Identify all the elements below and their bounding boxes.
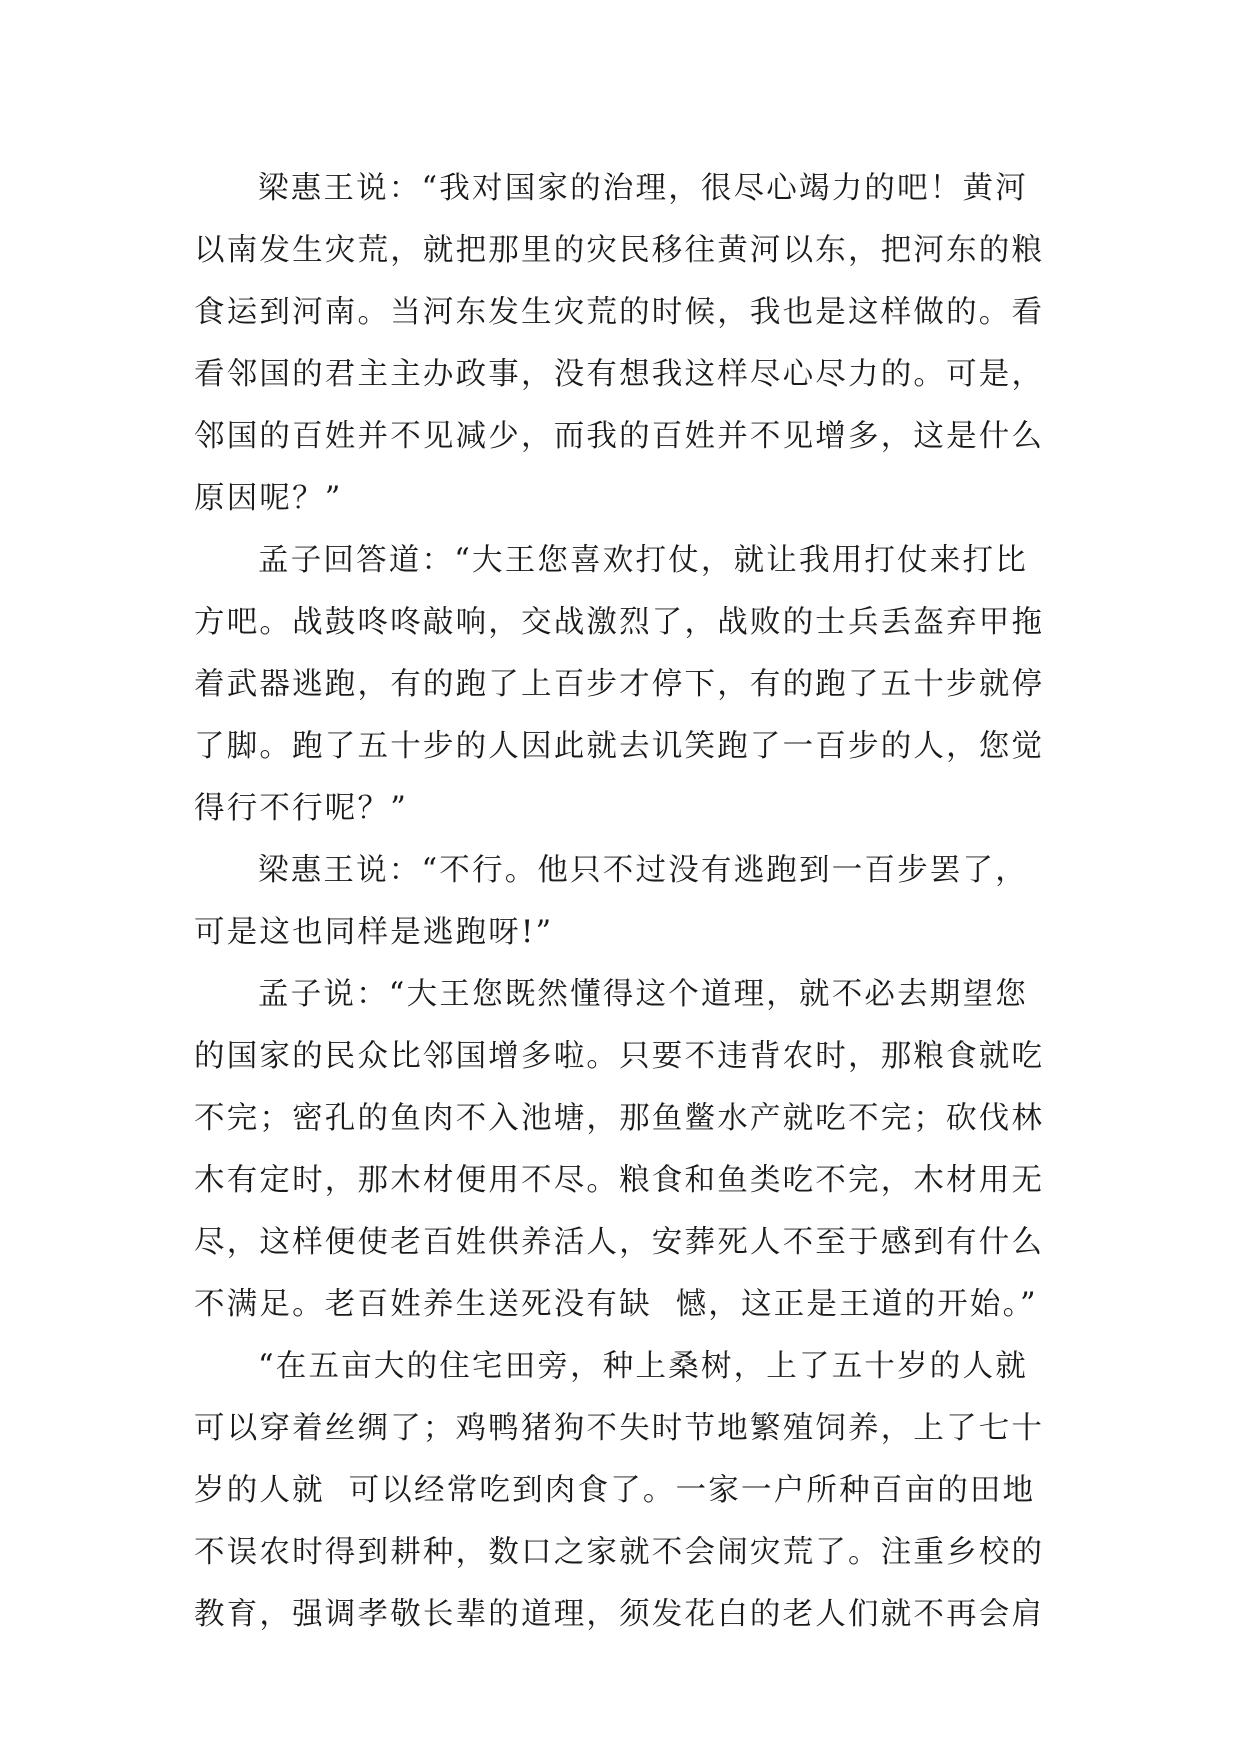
text-line: 孟子回答道：“大王您喜欢打仗，就让我用打仗来打比 <box>258 543 1028 578</box>
text-line: 不满足。老百姓养生送死没有缺 憾，这正是王道的开始。” <box>194 1287 1038 1322</box>
text-line: 看邻国的君主主办政事，没有想我这样尽心尽力的。可是， <box>194 357 1045 392</box>
text-line: 着武器逃跑，有的跑了上百步才停下，有的跑了五十步就停 <box>194 667 1045 702</box>
paragraph-3 <box>194 840 1054 964</box>
text-line: 梁惠王说：“我对国家的治理，很尽心竭力的吧！黄河 <box>258 171 1028 206</box>
text-line: 的国家的民众比邻国增多啦。只要不违背农时，那粮食就吃 <box>194 1039 1045 1074</box>
document-body <box>194 158 1054 1646</box>
text-line: 不误农时得到耕种，数口之家就不会闹灾荒了。注重乡校的 <box>194 1535 1045 1570</box>
text-line: 原因呢？” <box>194 481 343 516</box>
text-line: 尽，这样便使老百姓供养活人，安葬死人不至于感到有什么 <box>194 1225 1045 1260</box>
text-line: 得行不行呢？” <box>194 791 408 826</box>
text-line: 可以穿着丝绸了；鸡鸭猪狗不失时节地繁殖饲养，上了七十 <box>194 1411 1045 1446</box>
text-line: 可是这也同样是逃跑呀!” <box>194 915 554 950</box>
paragraph-5 <box>194 1336 1054 1646</box>
text-line: 食运到河南。当河东发生灾荒的时候，我也是这样做的。看 <box>194 295 1045 330</box>
text-line: 不完；密孔的鱼肉不入池塘，那鱼鳖水产就吃不完；砍伐林 <box>194 1101 1045 1136</box>
text-line: 教育，强调孝敬长辈的道理，须发花白的老人们就不再会肩 <box>194 1597 1045 1632</box>
text-line: 木有定时，那木材便用不尽。粮食和鱼类吃不完，木材用无 <box>194 1163 1045 1198</box>
text-line: 梁惠王说：“不行。他只不过没有逃跑到一百步罢了， <box>258 853 1028 888</box>
text-line: 邻国的百姓并不见减少，而我的百姓并不见增多，这是什么 <box>194 419 1045 454</box>
paragraph-1 <box>194 158 1054 530</box>
paragraph-2 <box>194 530 1054 840</box>
text-line: “在五亩大的住宅田旁，种上桑树，上了五十岁的人就 <box>258 1349 1028 1384</box>
text-line: 方吧。战鼓咚咚敲响，交战激烈了，战败的士兵丢盔弃甲拖 <box>194 605 1045 640</box>
paragraph-4 <box>194 964 1054 1336</box>
text-line: 了脚。跑了五十步的人因此就去讥笑跑了一百步的人，您觉 <box>194 729 1045 764</box>
text-line: 孟子说：“大王您既然懂得这个道理，就不必去期望您 <box>258 977 1028 1012</box>
text-line: 以南发生灾荒，就把那里的灾民移往黄河以东，把河东的粮 <box>194 233 1045 268</box>
text-line: 岁的人就 可以经常吃到肉食了。一家一户所种百亩的田地 <box>194 1473 1036 1508</box>
